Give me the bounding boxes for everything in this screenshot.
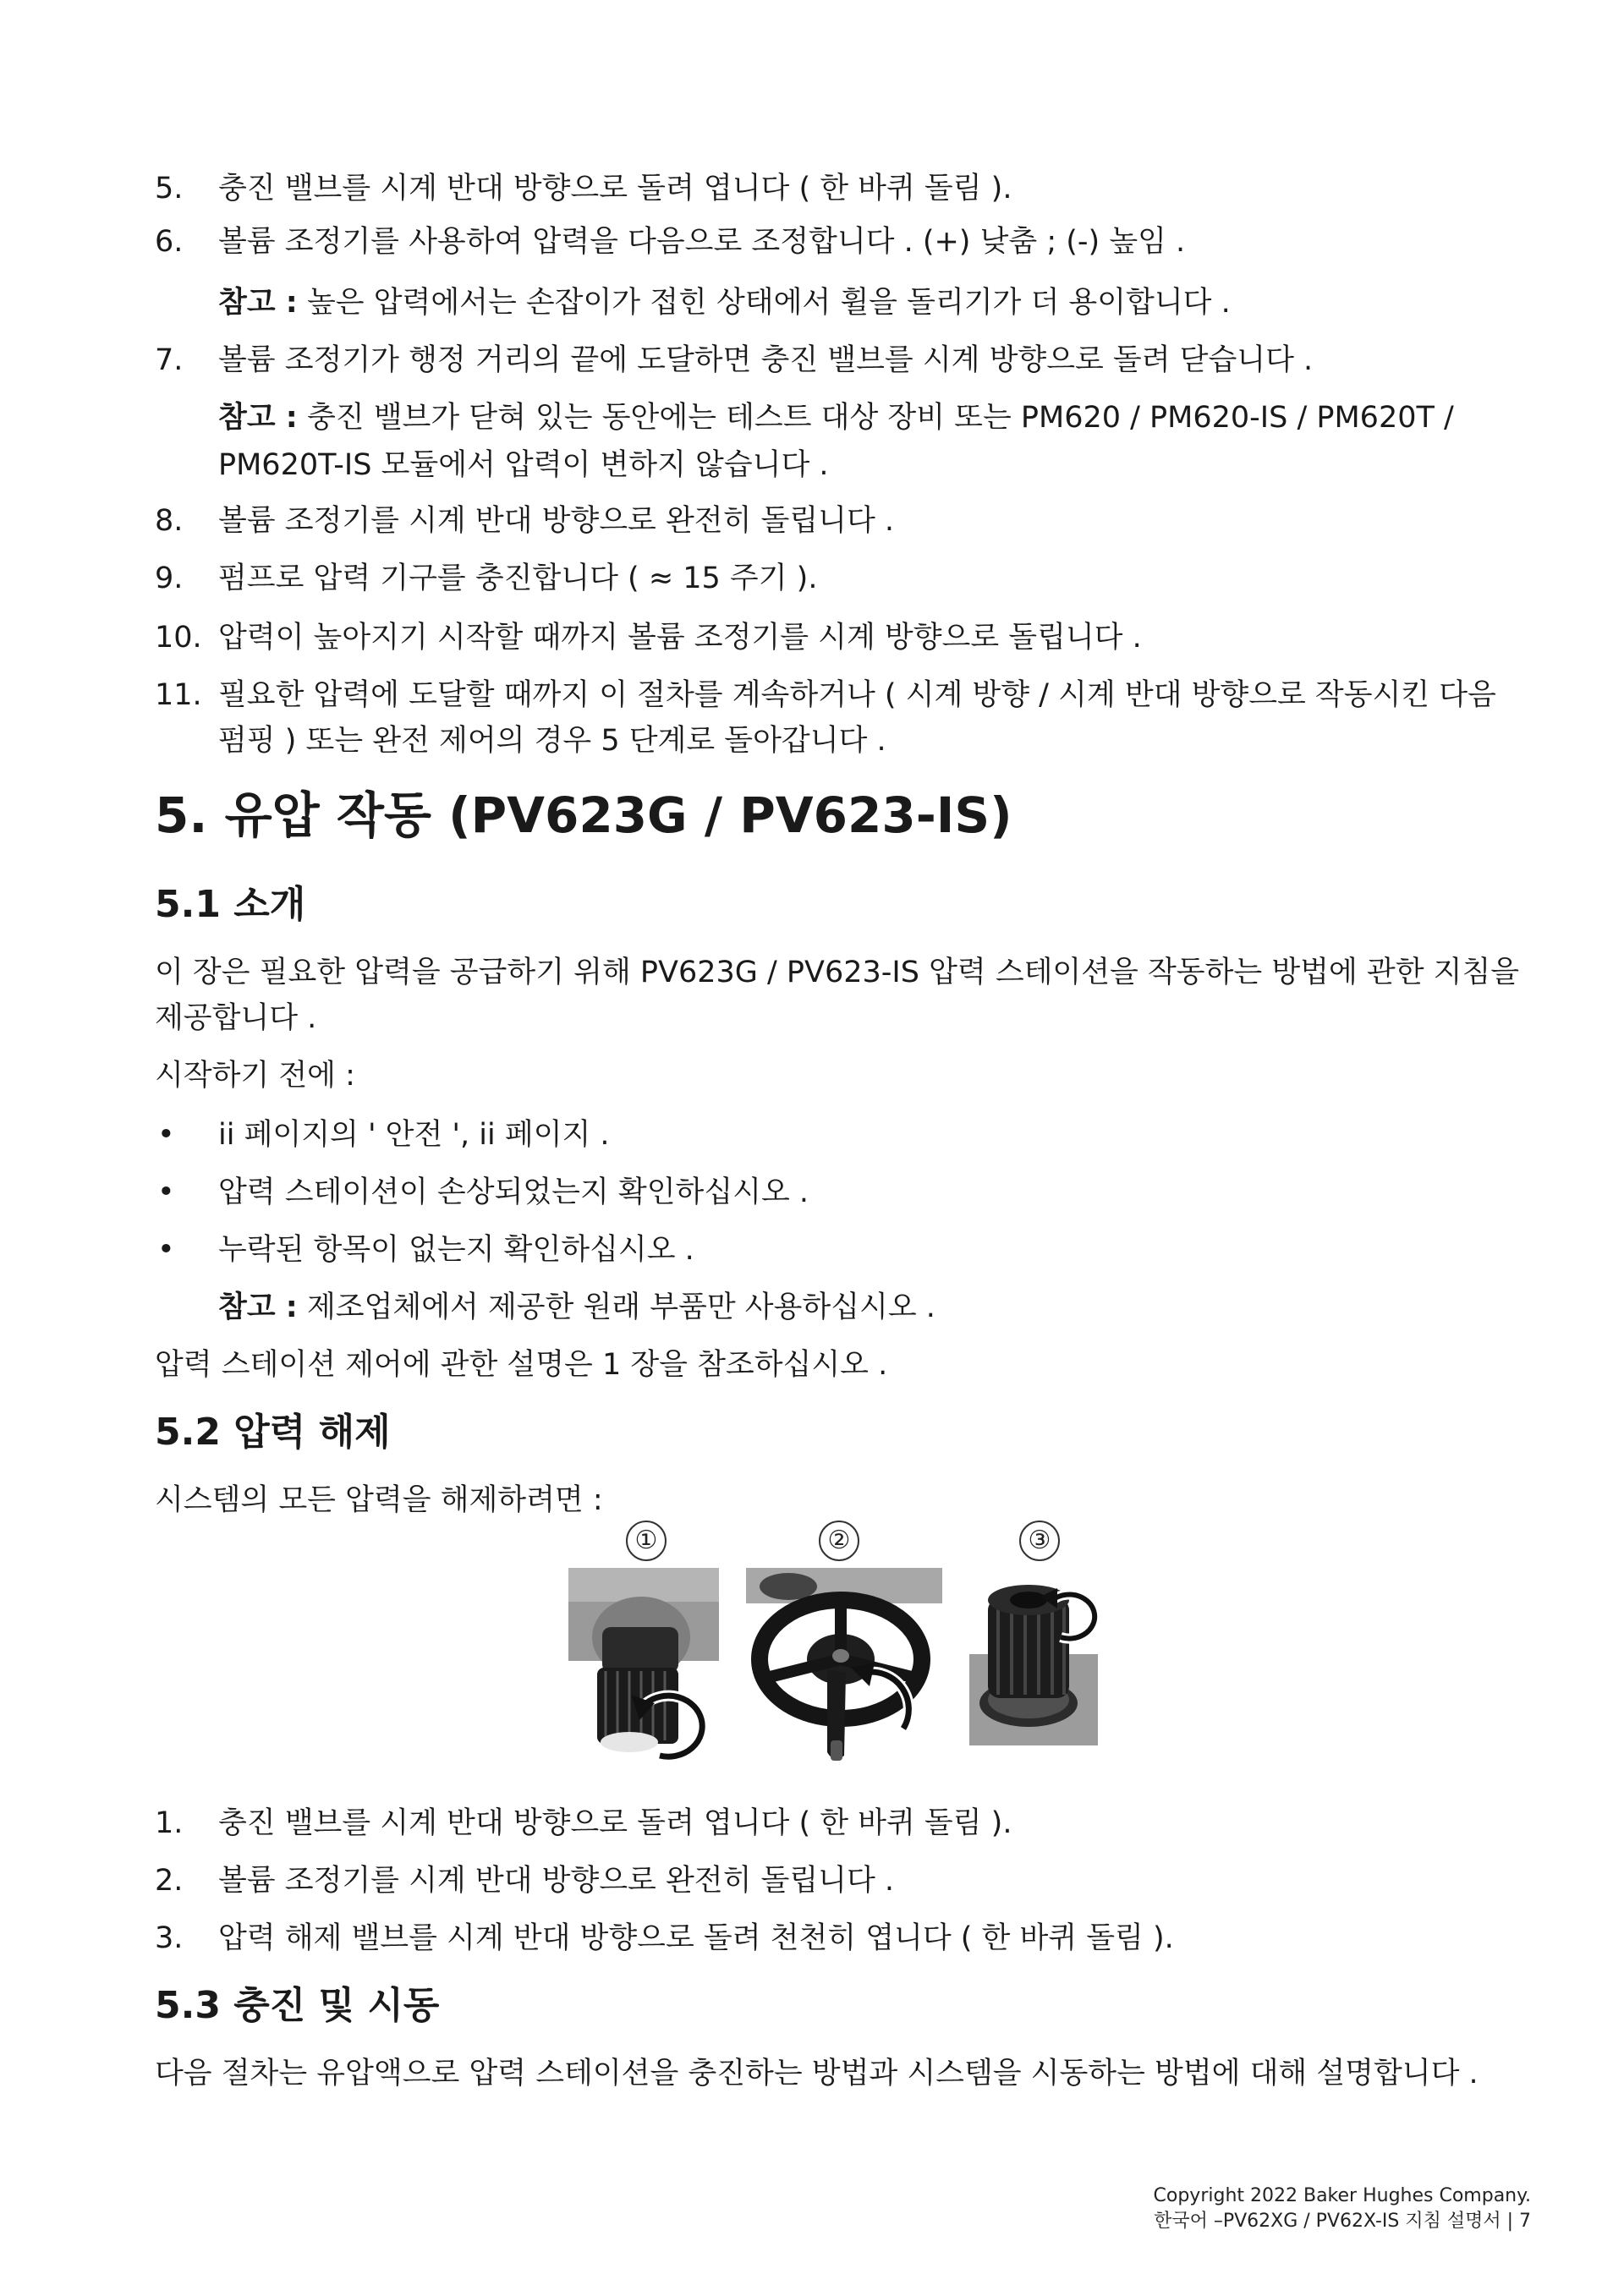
paragraph: 제공합니다 . — [155, 1001, 317, 1035]
note-text: 제조업체에서 제공한 원래 부품만 사용하십시오 . — [306, 1290, 935, 1324]
note-text: 높은 압력에서는 손잡이가 접힌 상태에서 휠을 돌리기가 더 용이합니다 . — [306, 286, 1231, 320]
note — [218, 1287, 935, 1328]
footer-copyright: Copyright 2022 Baker Hughes Company. — [1153, 2185, 1531, 2206]
step-number: 2. — [155, 1864, 184, 1898]
note-label: 참고 : — [218, 286, 298, 320]
step-text: 압력이 높아지기 시작할 때까지 볼륨 조정기를 시계 방향으로 돌립니다 . — [218, 621, 1142, 655]
bullet-marker: • — [157, 1175, 175, 1209]
step-number: 9. — [155, 562, 184, 595]
step-number: 6. — [155, 225, 184, 259]
step-number: 5. — [155, 172, 184, 205]
step-text-continuation: 펌핑 ) 또는 완전 제어의 경우 5 단계로 돌아갑니다 . — [218, 724, 886, 758]
paragraph: 다음 절차는 유압액으로 압력 스테이션을 충진하는 방법과 시스템을 시동하는 방법에 대해 설명합니다 . — [155, 2057, 1479, 2091]
paragraph: 압력 스테이션 제어에 관한 설명은 1 장을 참조하십시오 . — [155, 1348, 888, 1382]
step-text: 펌프로 압력 기구를 충진합니다 ( ≈ 15 주기 ). — [218, 562, 818, 595]
note — [218, 397, 1454, 438]
subsection-heading: 5.1 소개 — [155, 883, 306, 926]
step-number: 11. — [155, 678, 202, 712]
charging-valve-photo — [568, 1568, 719, 1767]
note-text: 충진 밸브가 닫혀 있는 동안에는 테스트 대상 장비 또는 PM620 / PM620-IS / PM620T / — [306, 401, 1454, 435]
note-continuation: PM620T-IS 모듈에서 압력이 변하지 않습니다 . — [218, 448, 829, 482]
footer — [1154, 2184, 1531, 2234]
step-text: 필요한 압력에 도달할 때까지 이 절차를 계속하거나 ( 시계 방향 / 시계 반대 방향으로 작동시킨 다음 — [218, 678, 1496, 712]
step-number: 1. — [155, 1806, 184, 1840]
note — [218, 282, 1231, 323]
section-heading: 5. 유압 작동 (PV623G / PV623-IS) — [155, 786, 1012, 844]
step-text: 볼륨 조정기를 시계 반대 방향으로 완전히 돌립니다 . — [218, 1864, 895, 1898]
step-text: 충진 밸브를 시계 반대 방향으로 돌려 엽니다 ( 한 바퀴 돌림 ). — [218, 1806, 1012, 1840]
step-number: 8. — [155, 504, 184, 538]
volume-adjuster-photo — [746, 1568, 942, 1769]
bullet-text: ii 페이지의 ' 안전 ', ii 페이지 . — [218, 1118, 610, 1152]
bullet-text: 누락된 항목이 없는지 확인하십시오 . — [218, 1233, 694, 1267]
step-number: 3. — [155, 1921, 184, 1955]
step-text: 볼륨 조정기가 행정 거리의 끝에 도달하면 충진 밸브를 시계 방향으로 돌려 닫습니다 . — [218, 343, 1314, 377]
step-text: 볼륨 조정기를 사용하여 압력을 다음으로 조정합니다 . (+) 낮춤 ; (-) 높임 . — [218, 225, 1186, 259]
subsection-heading: 5.2 압력 해제 — [155, 1411, 391, 1454]
bullet-text: 압력 스테이션이 손상되었는지 확인하십시오 . — [218, 1175, 809, 1209]
paragraph: 이 장은 필요한 압력을 공급하기 위해 PV623G / PV623-IS 압력 스테이션을 작동하는 방법에 관한 지침을 — [155, 956, 1520, 989]
bullet-marker: • — [157, 1118, 175, 1152]
paragraph: 시작하기 전에 : — [155, 1059, 355, 1093]
callout-1: ① — [626, 1521, 667, 1561]
pressure-release-valve-photo — [969, 1576, 1098, 1745]
paragraph: 시스템의 모든 압력을 해제하려면 : — [155, 1483, 603, 1517]
subsection-heading: 5.3 충진 및 시동 — [155, 1984, 440, 2027]
step-text: 볼륨 조정기를 시계 반대 방향으로 완전히 돌립니다 . — [218, 504, 895, 538]
step-number: 7. — [155, 343, 184, 377]
footer-manual-page: 한국어 –PV62XG / PV62X-IS 지침 설명서 | 7 — [1154, 2211, 1531, 2232]
step-text: 압력 해제 밸브를 시계 반대 방향으로 돌려 천천히 엽니다 ( 한 바퀴 돌림 ). — [218, 1921, 1174, 1955]
bullet-marker: • — [157, 1233, 175, 1267]
step-number: 10. — [155, 621, 202, 655]
callout-2: ② — [819, 1521, 859, 1561]
note-label: 참고 : — [218, 401, 298, 435]
note-label: 참고 : — [218, 1290, 298, 1324]
callout-3: ③ — [1019, 1521, 1060, 1561]
step-text: 충진 밸브를 시계 반대 방향으로 돌려 엽니다 ( 한 바퀴 돌림 ). — [218, 172, 1012, 205]
